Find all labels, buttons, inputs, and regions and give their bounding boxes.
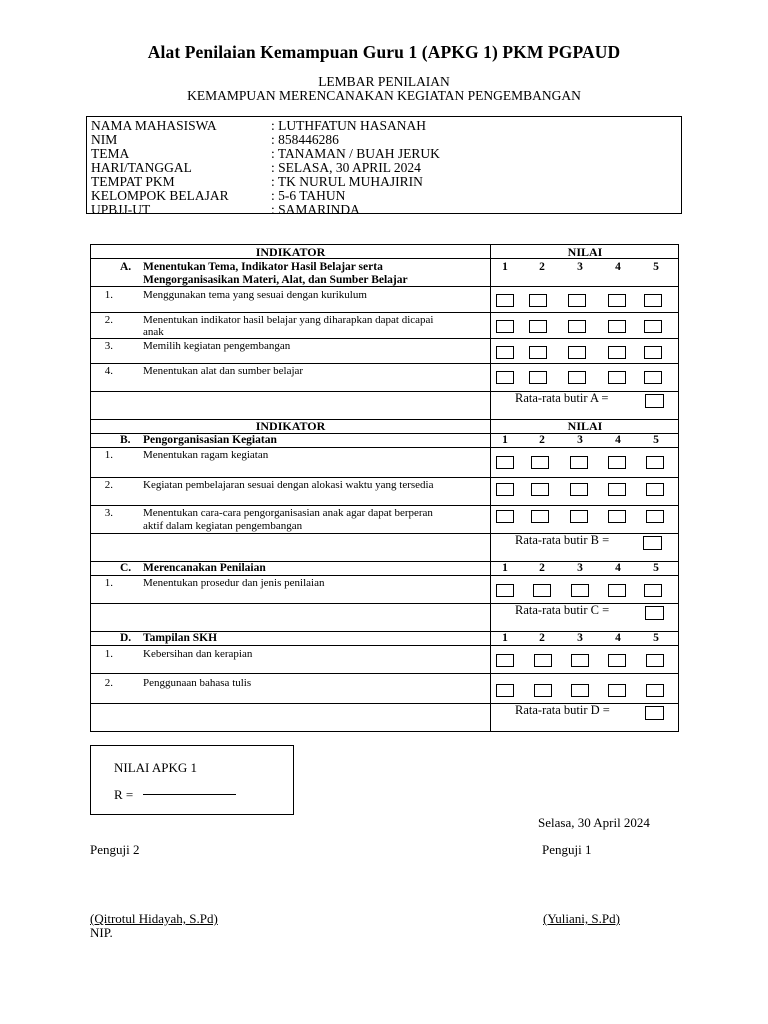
section-title: Menentukan Tema, Indikator Hasil Belajar serta: [143, 261, 383, 273]
score-checkbox[interactable]: [568, 371, 586, 384]
identity-box: [86, 116, 682, 217]
identity-value: : LUTHFATUN HASANAH: [271, 118, 426, 133]
score-checkbox[interactable]: [496, 584, 514, 597]
examiner-2-title: Penguji 2: [90, 842, 140, 857]
nip-label: NIP.: [90, 925, 113, 940]
scale-label: 4: [615, 261, 621, 273]
identity-value: : SELASA, 30 APRIL 2024: [271, 160, 421, 175]
score-checkbox[interactable]: [644, 584, 662, 597]
scale-label: 3: [577, 562, 583, 574]
score-checkbox[interactable]: [496, 456, 514, 469]
item-text: Kegiatan pembelajaran sesuai dengan alokasi waktu yang tersedia: [143, 479, 434, 491]
scale-label: 1: [502, 261, 508, 273]
identity-value: : SAMARINDA: [271, 202, 360, 217]
score-checkbox[interactable]: [568, 294, 586, 307]
identity-value: : 858446286: [271, 132, 339, 147]
average-box[interactable]: [643, 536, 662, 550]
score-checkbox[interactable]: [608, 371, 626, 384]
average-label: Rata-rata butir C =: [515, 603, 610, 617]
indikator-header: INDIKATOR: [255, 419, 326, 433]
item-text: Menentukan alat dan sumber belajar: [143, 365, 304, 377]
score-checkbox[interactable]: [534, 684, 552, 697]
scale-label: 3: [577, 632, 583, 644]
scale-label: 4: [615, 562, 621, 574]
item-text: Menentukan ragam kegiatan: [143, 449, 269, 461]
score-checkbox[interactable]: [529, 371, 547, 384]
score-checkbox[interactable]: [529, 294, 547, 307]
section-letter: C.: [120, 562, 132, 574]
document-subtitle: LEMBAR PENILAIAN: [318, 74, 450, 89]
identity-label: UPBJJ-UT: [91, 202, 151, 217]
identity-label: NAMA MAHASISWA: [91, 118, 217, 133]
score-checkbox[interactable]: [646, 510, 664, 523]
item-number: 1.: [104, 449, 113, 461]
identity-label: KELOMPOK BELAJAR: [91, 188, 229, 203]
nilai-header: NILAI: [567, 419, 603, 433]
scale-label: 5: [653, 261, 659, 273]
examiner-1-title: Penguji 1: [542, 842, 592, 857]
score-checkbox[interactable]: [496, 320, 514, 333]
evaluation-table: [90, 244, 679, 732]
average-label: Rata-rata butir A =: [515, 391, 609, 405]
scale-label: 2: [539, 261, 545, 273]
score-checkbox[interactable]: [646, 456, 664, 469]
score-checkbox[interactable]: [608, 320, 626, 333]
score-checkbox[interactable]: [534, 654, 552, 667]
score-checkbox[interactable]: [570, 510, 588, 523]
average-label: Rata-rata butir D =: [515, 703, 610, 717]
score-checkbox[interactable]: [570, 483, 588, 496]
scale-label: 2: [539, 562, 545, 574]
scale-label: 3: [577, 434, 583, 446]
scale-label: 1: [502, 434, 508, 446]
item-number: 4.: [104, 365, 113, 377]
average-box[interactable]: [645, 394, 664, 408]
section-title: Merencanakan Penilaian: [143, 562, 266, 574]
score-checkbox[interactable]: [496, 483, 514, 496]
item-number: 2.: [104, 479, 113, 491]
score-checkbox[interactable]: [608, 584, 626, 597]
scale-label: 5: [653, 562, 659, 574]
identity-value: : TANAMAN / BUAH JERUK: [271, 146, 440, 161]
score-checkbox[interactable]: [571, 654, 589, 667]
section-letter: A.: [120, 261, 132, 273]
item-number: 3.: [104, 340, 113, 352]
score-checkbox[interactable]: [644, 371, 662, 384]
score-checkbox[interactable]: [608, 294, 626, 307]
examiner-1-name: (Yuliani, S.Pd): [543, 911, 620, 926]
r-value-line[interactable]: [143, 794, 236, 795]
nilai-header: NILAI: [567, 245, 603, 259]
average-box[interactable]: [645, 706, 664, 720]
score-checkbox[interactable]: [531, 456, 549, 469]
identity-value: : TK NURUL MUHAJIRIN: [271, 174, 423, 189]
item-number: 2.: [104, 677, 113, 689]
scale-label: 5: [653, 434, 659, 446]
item-text: anak: [143, 326, 164, 338]
item-text: Kebersihan dan kerapian: [143, 648, 253, 660]
item-text: Menggunakan tema yang sesuai dengan kurikulum: [143, 289, 367, 301]
scale-label: 3: [577, 261, 583, 273]
score-checkbox[interactable]: [531, 483, 549, 496]
item-number: 2.: [104, 314, 113, 326]
score-checkbox[interactable]: [646, 483, 664, 496]
document-subtitle-2: KEMAMPUAN MERENCANAKAN KEGIATAN PENGEMBANGAN: [187, 88, 581, 103]
score-checkbox[interactable]: [568, 320, 586, 333]
item-text: Penggunaan bahasa tulis: [143, 677, 252, 689]
score-checkbox[interactable]: [568, 346, 586, 359]
score-checkbox[interactable]: [608, 346, 626, 359]
item-number: 1.: [104, 289, 113, 301]
scale-label: 5: [653, 632, 659, 644]
score-checkbox[interactable]: [531, 510, 549, 523]
final-score-box: [90, 745, 294, 815]
item-text: Menentukan indikator hasil belajar yang diharapkan dapat dicapai: [143, 314, 434, 326]
identity-label: TEMPAT PKM: [91, 174, 175, 189]
signature-date: Selasa, 30 April 2024: [538, 815, 650, 830]
document-title: Alat Penilaian Kemampuan Guru 1 (APKG 1) PKM PGPAUD: [147, 42, 621, 62]
item-text: Memilih kegiatan pengembangan: [143, 340, 291, 352]
identity-value: : 5-6 TAHUN: [271, 188, 346, 203]
score-checkbox[interactable]: [646, 654, 664, 667]
score-checkbox[interactable]: [608, 456, 626, 469]
average-label: Rata-rata butir B =: [515, 533, 610, 547]
section-title: Pengorganisasian Kegiatan: [143, 434, 277, 446]
score-checkbox[interactable]: [608, 510, 626, 523]
score-checkbox[interactable]: [608, 483, 626, 496]
score-checkbox[interactable]: [644, 320, 662, 333]
indikator-header: INDIKATOR: [255, 245, 326, 259]
score-checkbox[interactable]: [608, 654, 626, 667]
item-text: Menentukan prosedur dan jenis penilaian: [143, 577, 325, 589]
score-checkbox[interactable]: [644, 346, 662, 359]
section-letter: B.: [120, 434, 131, 446]
score-checkbox[interactable]: [496, 654, 514, 667]
section-title: Tampilan SKH: [143, 632, 218, 644]
scale-label: 1: [502, 632, 508, 644]
score-checkbox[interactable]: [496, 371, 514, 384]
score-checkbox[interactable]: [496, 510, 514, 523]
item-text: Menentukan cara-cara pengorganisasian anak agar dapat berperan: [143, 507, 433, 519]
scale-label: 2: [539, 434, 545, 446]
examiner-2-name: (Qitrotul Hidayah, S.Pd): [90, 911, 218, 926]
score-checkbox[interactable]: [529, 320, 547, 333]
score-checkbox[interactable]: [496, 684, 514, 697]
final-score-label: NILAI APKG 1: [114, 760, 198, 775]
score-checkbox[interactable]: [496, 294, 514, 307]
section-letter: D.: [120, 632, 132, 644]
score-checkbox[interactable]: [571, 584, 589, 597]
scale-label: 2: [539, 632, 545, 644]
identity-label: TEMA: [91, 146, 130, 161]
score-checkbox[interactable]: [529, 346, 547, 359]
score-checkbox[interactable]: [533, 584, 551, 597]
identity-label: NIM: [91, 132, 118, 147]
scale-label: 1: [502, 562, 508, 574]
scale-label: 4: [615, 632, 621, 644]
r-label: R =: [114, 787, 134, 802]
score-checkbox[interactable]: [496, 346, 514, 359]
item-number: 1.: [104, 648, 113, 660]
item-text: aktif dalam kegiatan pengembangan: [143, 520, 303, 532]
score-checkbox[interactable]: [646, 684, 664, 697]
score-checkbox[interactable]: [644, 294, 662, 307]
item-number: 3.: [104, 507, 113, 519]
score-checkbox[interactable]: [571, 684, 589, 697]
score-checkbox[interactable]: [608, 684, 626, 697]
score-checkbox[interactable]: [570, 456, 588, 469]
item-number: 1.: [104, 577, 113, 589]
identity-label: HARI/TANGGAL: [91, 160, 192, 175]
average-box[interactable]: [645, 606, 664, 620]
section-title: Mengorganisasikan Materi, Alat, dan Sumber Belajar: [143, 274, 408, 286]
scale-label: 4: [615, 434, 621, 446]
